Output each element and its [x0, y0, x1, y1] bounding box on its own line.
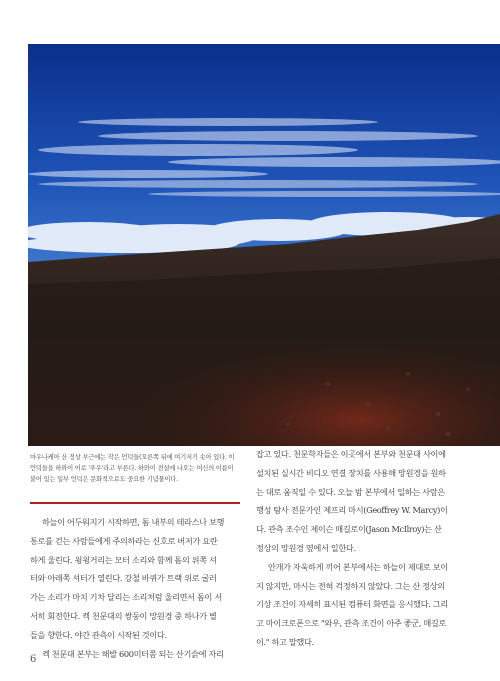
body-line: 서히 회전한다. 켁 천문대의 쌍둥이 망원경 중 하나가 별 — [30, 610, 217, 621]
body-line: 고 마이크로폰으로 "와우, 관측 조건이 아주 좋군, 매길로 — [256, 618, 446, 629]
body-line: 정상의 망원경 옆에서 일한다. — [256, 542, 356, 553]
body-line: 들을 향한다. 야간 관측이 시작된 것이다. — [30, 629, 167, 640]
body-line: 설치된 실시간 비디오 연결 장치를 사용해 망원경을 원하 — [256, 467, 446, 478]
body-line: 행성 탐사 전문가인 제프리 마시(Geoffrey W. Marcy)이 — [256, 505, 448, 516]
body-line: 켁 천문대 본부는 해발 600미터쯤 되는 산기슭에 자리 — [42, 648, 224, 659]
body-column-right — [256, 445, 476, 652]
caption-line: 언덕들을 하와이 어로 '푸우'라고 부른다. 하와이 전설에 나오는 여신의 이름이 — [30, 465, 234, 472]
body-line: 터와 아래쪽 셔터가 열린다. 강철 바퀴가 트랙 위로 굴러 — [30, 573, 217, 584]
body-line: 지 않지만, 마시는 전혀 걱정하지 않았다. 그는 산 정상의 — [256, 580, 445, 591]
body-line: 는 대로 움직일 수 있다. 오늘 밤 본부에서 일하는 사람은 — [256, 486, 445, 497]
body-line: 이." 하고 말했다. — [256, 636, 314, 647]
photo-caption — [30, 452, 240, 485]
body-line: 잡고 있다. 천문학자들은 이곳에서 본부와 천문대 사이에 — [256, 449, 446, 459]
caption-line: 붙어 있는 일부 언덕은 문화적으로도 중요한 기념물이다. — [30, 476, 178, 483]
mauna-kea-summit-photo — [28, 44, 500, 446]
body-line: 가는 소리가 마치 기차 달리는 소리처럼 울리면서 돔이 서 — [30, 592, 222, 603]
body-line: 하게 울린다. 윙윙거리는 모터 소리와 함께 돔의 위쪽 셔 — [30, 554, 217, 565]
body-line: 하늘이 어두워지기 시작하면, 돔 내부의 테라스나 보행 — [42, 517, 225, 527]
caption-line: 마우나케아 산 정상 부근에는 작은 언덕들(오른쪽 뒤에 여기저기 솟아 있다. 이 — [30, 454, 235, 461]
page-number: 6 — [30, 654, 37, 665]
accent-rule — [30, 502, 240, 504]
body-line: 다. 관측 조수인 제이슨 매길로이(Jason McIlroy)는 산 — [256, 524, 442, 535]
body-line: 기상 조건이 자세히 표시된 컴퓨터 화면을 응시했다. 그리 — [256, 599, 448, 610]
landscape-illustration — [28, 44, 500, 446]
body-line: 안개가 자욱하게 끼어 본부에서는 하늘이 제대로 보이 — [268, 561, 448, 572]
body-column-left — [30, 513, 250, 663]
body-line: 통로를 걷는 사람들에게 주의하라는 신호로 버저가 요란 — [30, 535, 218, 546]
